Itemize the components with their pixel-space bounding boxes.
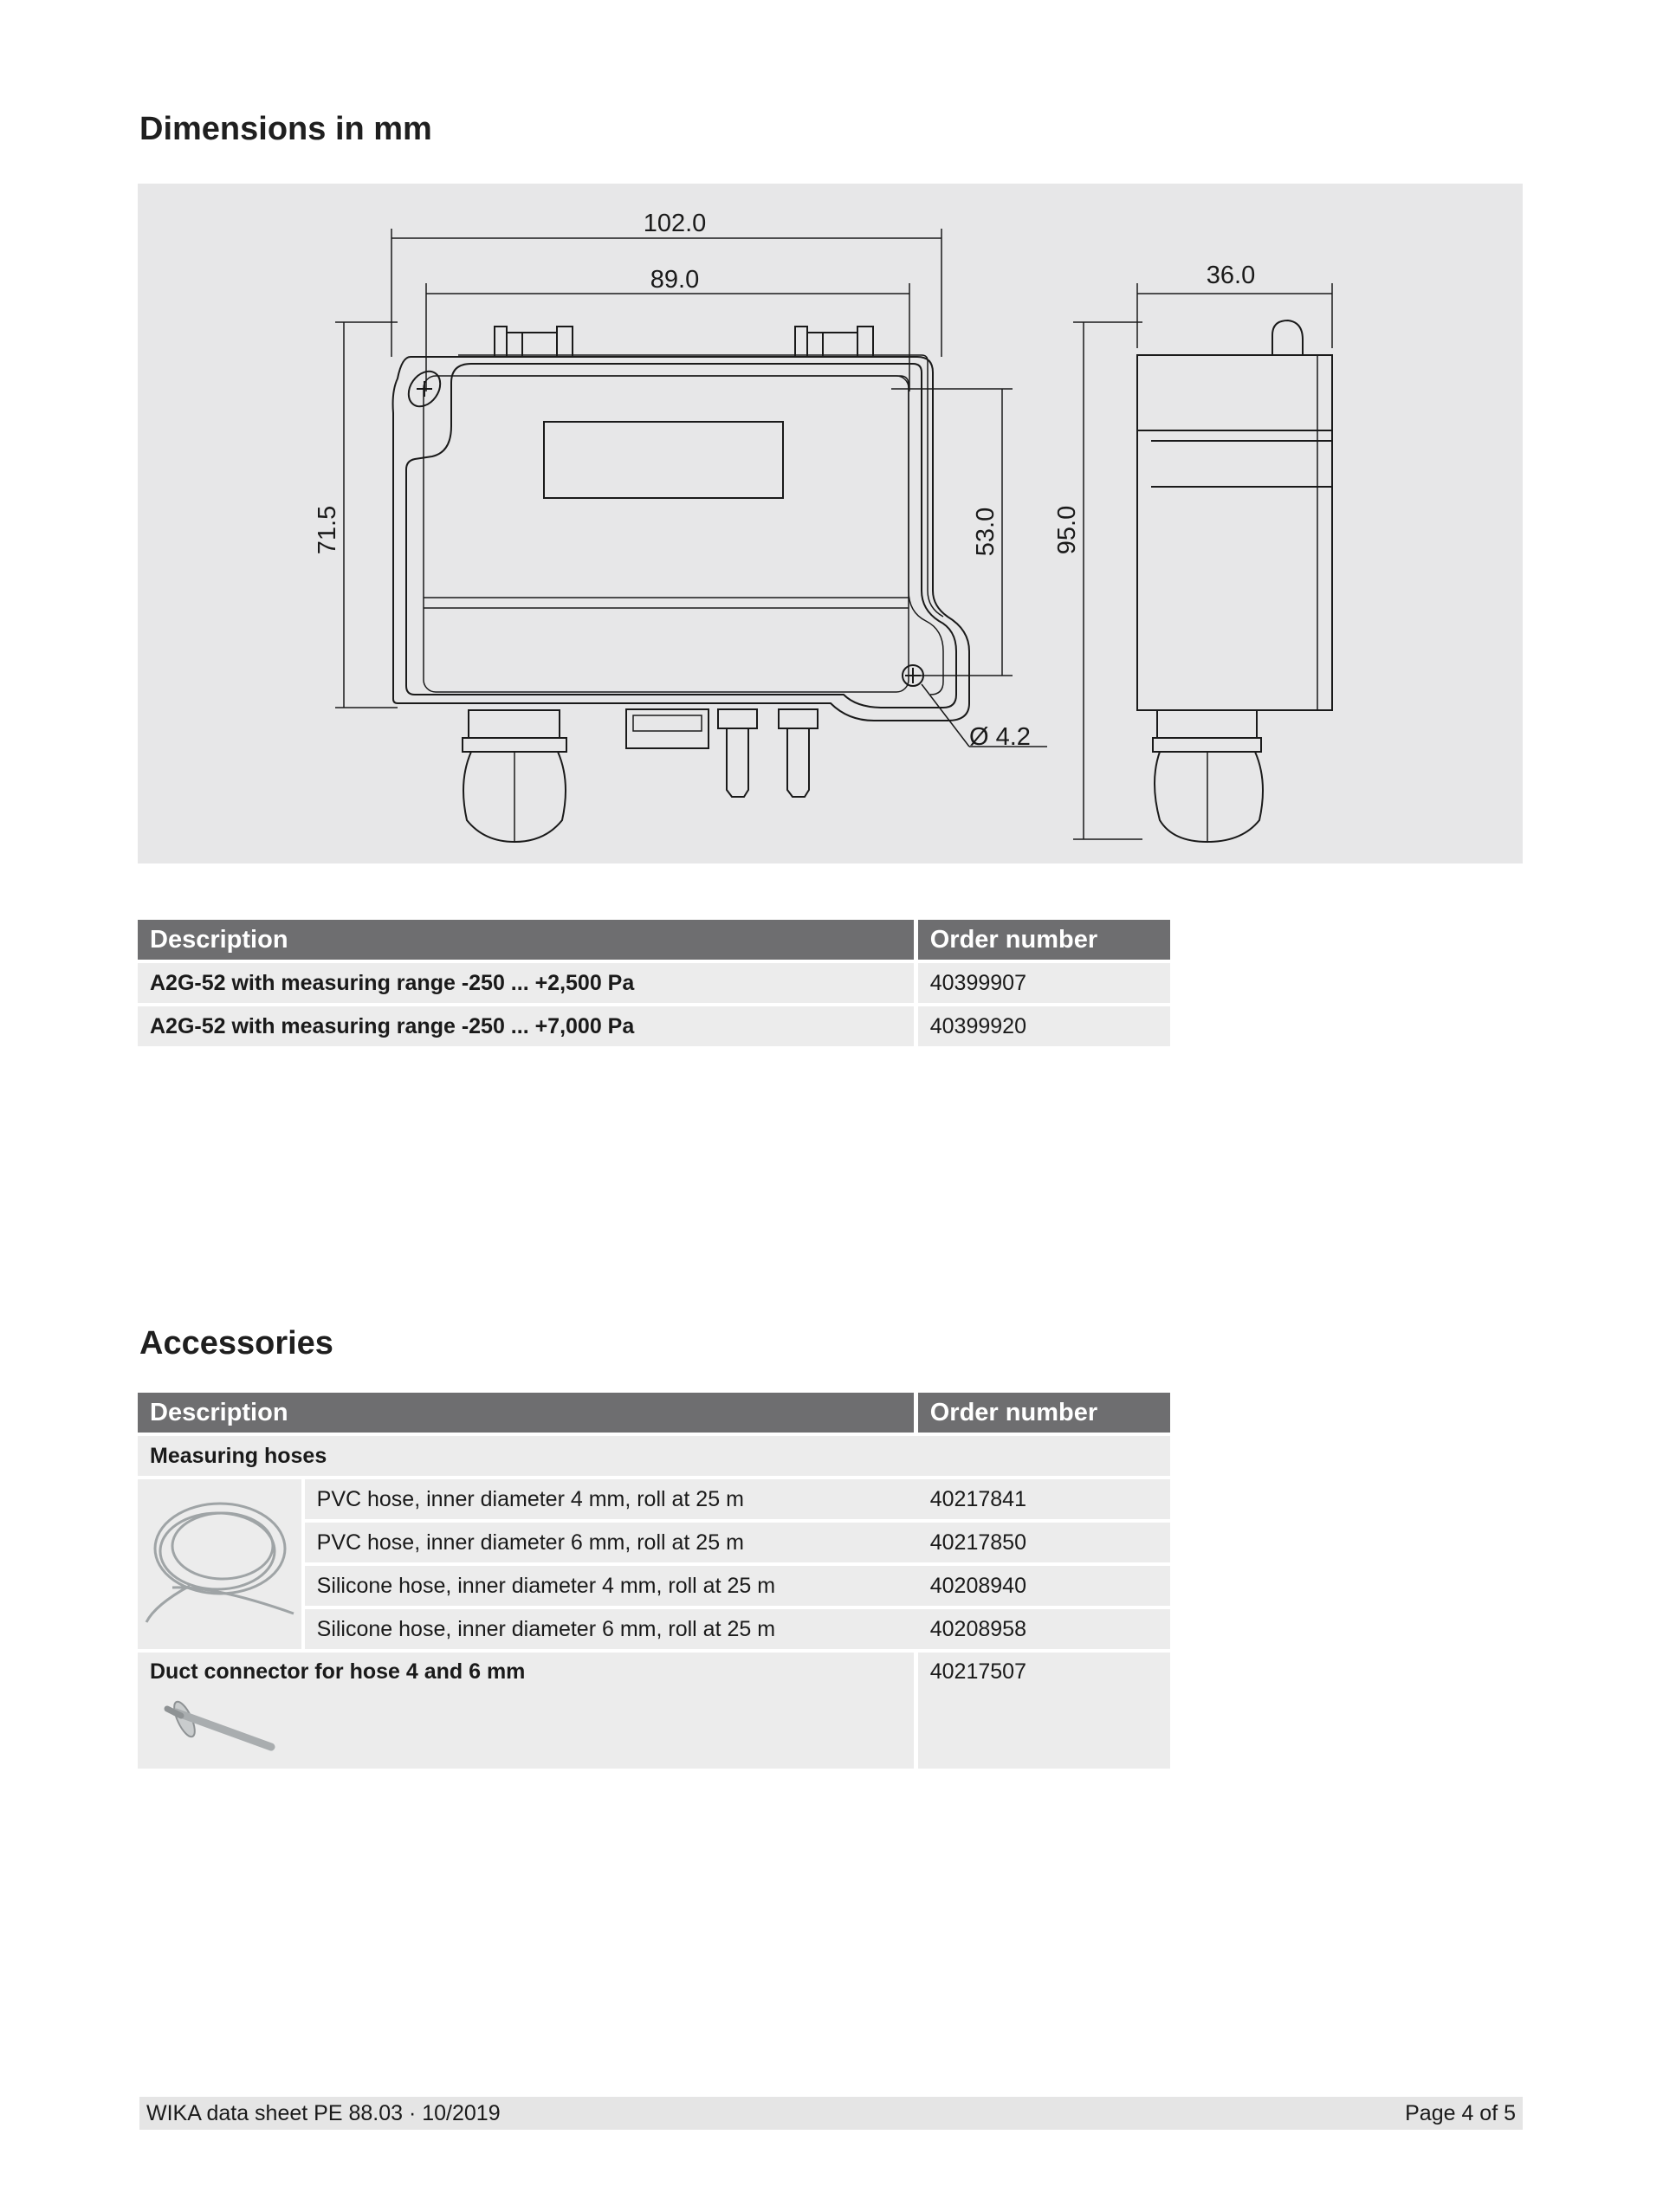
- header-description: Description: [138, 1393, 918, 1433]
- order-table-header: [138, 920, 1170, 960]
- hose-order-number: 40217850: [918, 1519, 1170, 1562]
- table-row: [138, 1649, 1170, 1769]
- duct-connector-cell: [138, 1649, 918, 1769]
- row-order-number: 40399920: [918, 1003, 1170, 1046]
- row-description: A2G-52 with measuring range -250 ... +7,000 Pa: [138, 1003, 918, 1046]
- hose-order-number: 40208940: [918, 1562, 1170, 1606]
- group-row: [138, 1433, 1170, 1476]
- dim-overall-height: 95.0: [1053, 505, 1081, 555]
- hose-order-number: 40208958: [918, 1606, 1170, 1649]
- hose-image: [138, 1476, 305, 1649]
- footer-page-number: Page 4 of 5: [1405, 2101, 1516, 2125]
- table-row: [138, 1476, 1170, 1519]
- dimension-drawing-svg: [138, 184, 1523, 863]
- group-label-measuring-hoses: Measuring hoses: [138, 1433, 1170, 1476]
- header-order-number: Order number: [918, 920, 1170, 960]
- dim-hole-diameter: Ø 4.2: [969, 723, 1031, 751]
- hose-order-number: 40217841: [918, 1476, 1170, 1519]
- dim-front-height: 71.5: [314, 505, 341, 555]
- dim-hole-spacing-width: 89.0: [650, 266, 700, 294]
- hose-description: Silicone hose, inner diameter 6 mm, roll at 25 m: [305, 1606, 918, 1649]
- accessories-title: Accessories: [139, 1325, 333, 1361]
- table-row: [138, 1003, 1170, 1046]
- hose-description: PVC hose, inner diameter 4 mm, roll at 25 m: [305, 1476, 918, 1519]
- header-description: Description: [138, 920, 918, 960]
- order-table: [138, 920, 1170, 1046]
- footer-datasheet-ref: WIKA data sheet PE 88.03 · 10/2019: [146, 2101, 501, 2125]
- dim-side-depth: 36.0: [1206, 262, 1256, 289]
- accessories-table-header: [138, 1393, 1170, 1433]
- hose-description: PVC hose, inner diameter 6 mm, roll at 25 m: [305, 1519, 918, 1562]
- dim-hole-spacing-height: 53.0: [972, 507, 1000, 557]
- dimension-drawing: [138, 184, 1523, 863]
- duct-connector-order-number: 40217507: [918, 1649, 1170, 1769]
- table-row: [138, 960, 1170, 1003]
- duct-connector-description: Duct connector for hose 4 and 6 mm: [150, 1659, 526, 1684]
- page-footer: [139, 2097, 1523, 2130]
- dimensions-title: Dimensions in mm: [139, 111, 432, 147]
- row-description: A2G-52 with measuring range -250 ... +2,500 Pa: [138, 960, 918, 1003]
- accessories-table: [138, 1393, 1170, 1769]
- hose-coil-icon: [138, 1484, 297, 1640]
- header-order-number: Order number: [918, 1393, 1170, 1433]
- hose-description: Silicone hose, inner diameter 4 mm, roll at 25 m: [305, 1562, 918, 1606]
- duct-connector-icon: [150, 1693, 288, 1762]
- row-order-number: 40399907: [918, 960, 1170, 1003]
- dim-overall-width: 102.0: [643, 210, 707, 237]
